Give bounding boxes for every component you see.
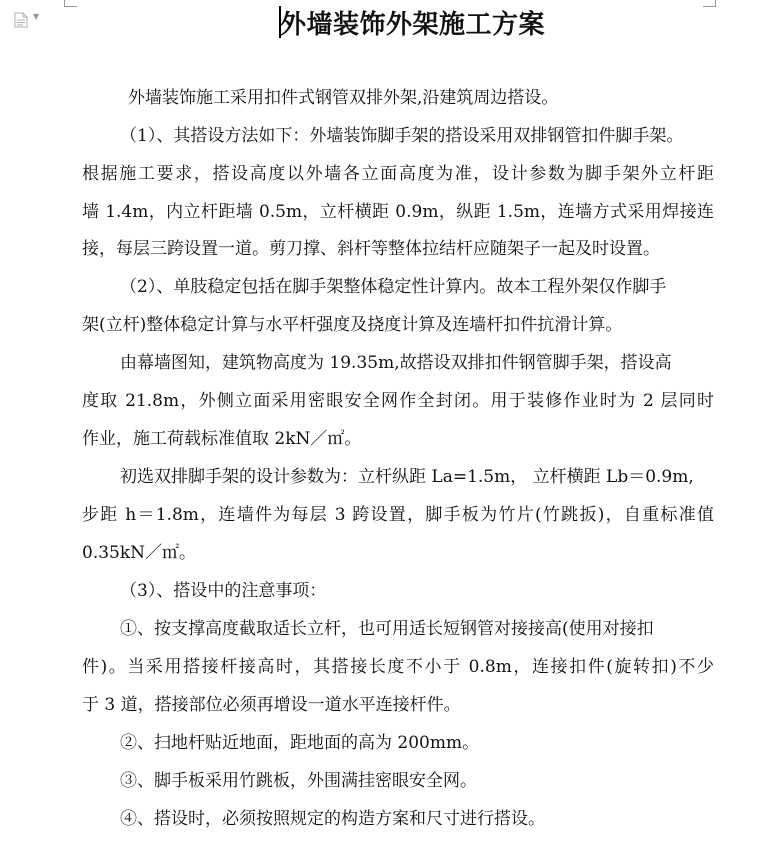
paragraph-line: 作业，施工荷载标准值取 2kN／㎡。 [82,429,362,449]
paragraph-line: 于 3 道，搭接部位必须再增设一道水平连接杆件。 [82,695,461,715]
paragraph-line: 外墙装饰施工采用扣件式钢管双排外架,沿建筑周边搭设。 [128,88,559,108]
paragraph-line: 由幕墙图知，建筑物高度为 19.35m,故搭设双排扣件钢管脚手架，搭设高 [120,353,672,373]
paragraph-line: 根据施工要求，搭设高度以外墙各立面高度为准，设计参数为脚手架外立杆距 [82,164,714,184]
paragraph-line: 初选双排脚手架的设计参数为：立杆纵距 La=1.5m， 立杆横距 Lb＝0.9m, [120,467,694,487]
paragraph-line: ③、脚手板采用竹跳板，外围满挂密眼安全网。 [120,771,477,791]
paragraph-line: 件)。当采用搭接杆接高时，其搭接长度不小于 0.8m，连接扣件(旋转扣)不少 [82,657,714,677]
paragraph-line: ④、搭设时，必须按照规定的构造方案和尺寸进行搭设。 [120,809,545,829]
paragraph-line: ①、按支撑高度截取适长立杆，也可用适长短钢管对接接高(使用对接扣 [120,619,654,639]
paragraph-line: 度取 21.8m，外侧立面采用密眼安全网作全封闭。用于装修作业时为 2 层同时 [82,391,714,411]
paragraph-line: （3）、搭设中的注意事项： [120,581,327,601]
paragraph-line: 架(立杆)整体稳定计算与水平杆强度及挠度计算及连墙杆扣件抗滑计算。 [82,315,623,335]
paragraph-line: 步距 h＝1.8m，连墙件为每层 3 跨设置，脚手板为竹片(竹跳扳)，自重标准值 [82,505,714,525]
paragraph-line: 接，每层三跨设置一道。剪刀撑、斜杆等整体拉结杆应随架子一起及时设置。 [82,239,660,259]
paragraph-line: 墙 1.4m，内立杆距墙 0.5m，立杆横距 0.9m，纵距 1.5m，连墙方式采用焊接连 [82,202,714,222]
paragraph-line: ②、扫地杆贴近地面，距地面的高为 200mm。 [120,733,480,753]
chevron-down-icon[interactable]: ▼ [33,12,40,21]
page-corner-mark-left [64,0,77,7]
document-title: 外墙装饰外架施工方案 [280,10,546,40]
paragraph-line: （2）、单肢稳定包括在脚手架整体稳定性计算内。故本工程外架仅作脚手 [120,277,667,297]
page-corner-mark-right [703,0,716,7]
paragraph-line: （1）、其搭设方法如下：外墙装饰脚手架的搭设采用双排钢管扣件脚手架。 [120,126,684,146]
paragraph-line: 0.35kN／㎡。 [82,543,197,563]
document-icon[interactable] [14,12,28,28]
